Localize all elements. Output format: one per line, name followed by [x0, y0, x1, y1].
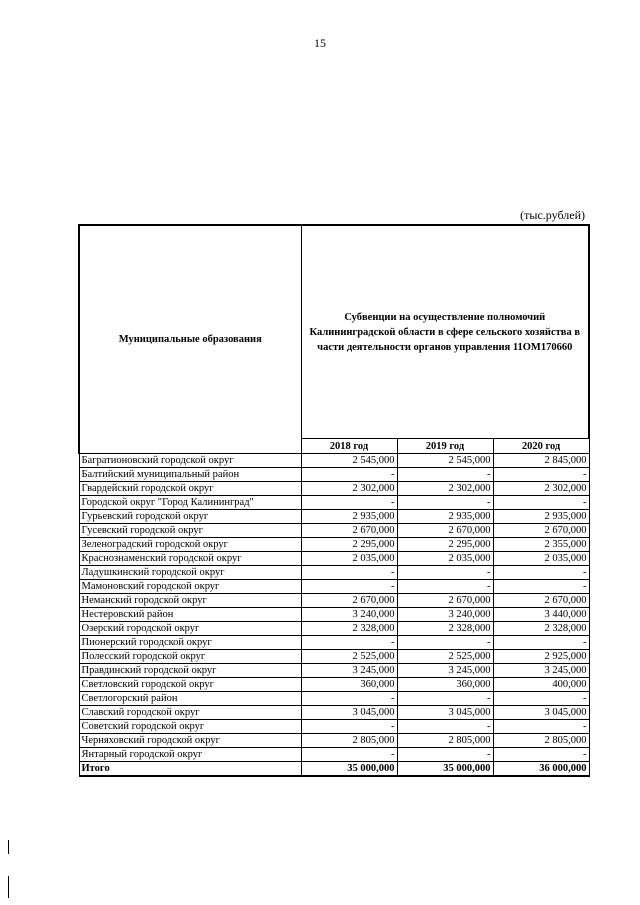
value-2020: - — [493, 692, 589, 706]
value-2019: 3 245,000 — [397, 664, 493, 678]
table-row — [79, 692, 589, 706]
value-2018: 2 328,000 — [301, 622, 397, 636]
row-name: Светлогорский район — [79, 692, 301, 706]
row-name: Зеленоградский городской округ — [79, 538, 301, 552]
value-2020: 3 045,000 — [493, 706, 589, 720]
table-row — [79, 608, 589, 622]
value-2018: 2 545,000 — [301, 454, 397, 468]
table-row — [79, 552, 589, 566]
table-row — [79, 678, 589, 692]
value-2018: 2 805,000 — [301, 734, 397, 748]
row-name: Краснознаменский городской округ — [79, 552, 301, 566]
value-2020: 3 245,000 — [493, 664, 589, 678]
value-2019: - — [397, 636, 493, 650]
total-row — [79, 762, 589, 777]
scan-edge-mark — [8, 840, 9, 854]
value-2018: 2 295,000 — [301, 538, 397, 552]
table-row — [79, 580, 589, 594]
value-2019: 2 525,000 — [397, 650, 493, 664]
value-2020: 2 805,000 — [493, 734, 589, 748]
row-name: Советский городской округ — [79, 720, 301, 734]
value-2019: - — [397, 496, 493, 510]
value-2018: - — [301, 496, 397, 510]
total-2019: 35 000,000 — [397, 762, 493, 777]
value-2018: - — [301, 566, 397, 580]
row-name: Ладушкинский городской округ — [79, 566, 301, 580]
value-2020: 2 302,000 — [493, 482, 589, 496]
value-2019: 2 302,000 — [397, 482, 493, 496]
value-2020: - — [493, 636, 589, 650]
value-2018: - — [301, 720, 397, 734]
header-year-2020: 2020 год — [493, 439, 589, 454]
value-2020: 2 935,000 — [493, 510, 589, 524]
value-2019: 2 670,000 — [397, 524, 493, 538]
value-2018: 360,000 — [301, 678, 397, 692]
row-name: Правдинский городской округ — [79, 664, 301, 678]
table-row — [79, 650, 589, 664]
row-name: Полесский городской округ — [79, 650, 301, 664]
value-2018: 2 035,000 — [301, 552, 397, 566]
row-name: Неманский городской округ — [79, 594, 301, 608]
subvention-table — [78, 224, 590, 777]
value-2019: 2 805,000 — [397, 734, 493, 748]
value-2019: - — [397, 580, 493, 594]
value-2020: 2 355,000 — [493, 538, 589, 552]
value-2020: - — [493, 720, 589, 734]
value-2019: 360,000 — [397, 678, 493, 692]
table-row — [79, 622, 589, 636]
value-2020: - — [493, 496, 589, 510]
table-row — [79, 706, 589, 720]
row-name: Мамоновский городской округ — [79, 580, 301, 594]
value-2018: - — [301, 468, 397, 482]
table-row — [79, 482, 589, 496]
value-2018: - — [301, 636, 397, 650]
header-year-2019: 2019 год — [397, 439, 493, 454]
table-row — [79, 594, 589, 608]
row-name: Гурьевский городской округ — [79, 510, 301, 524]
header-subvention: Субвенции на осуществление полномочий Калининградской области в сфере сельского хозяйства в части деятельности органов управления 11ОМ170660 — [301, 225, 589, 439]
table-row — [79, 734, 589, 748]
value-2019: - — [397, 748, 493, 762]
table-row — [79, 748, 589, 762]
table-row — [79, 524, 589, 538]
row-name: Городской округ "Город Калининград" — [79, 496, 301, 510]
value-2019: 2 670,000 — [397, 594, 493, 608]
value-2020: 2 035,000 — [493, 552, 589, 566]
row-name: Гусевский городской округ — [79, 524, 301, 538]
value-2018: 2 670,000 — [301, 524, 397, 538]
value-2019: 3 045,000 — [397, 706, 493, 720]
value-2018: 2 302,000 — [301, 482, 397, 496]
row-name: Нестеровский район — [79, 608, 301, 622]
table-row — [79, 636, 589, 650]
scan-edge-mark — [8, 876, 9, 898]
value-2018: - — [301, 692, 397, 706]
table-row — [79, 510, 589, 524]
value-2019: - — [397, 468, 493, 482]
value-2020: 2 670,000 — [493, 594, 589, 608]
table-row — [79, 566, 589, 580]
value-2020: - — [493, 748, 589, 762]
value-2019: 2 328,000 — [397, 622, 493, 636]
total-2018: 35 000,000 — [301, 762, 397, 777]
value-2020: 400,000 — [493, 678, 589, 692]
value-2018: 2 525,000 — [301, 650, 397, 664]
value-2019: - — [397, 720, 493, 734]
value-2018: - — [301, 748, 397, 762]
value-2020: - — [493, 468, 589, 482]
value-2019: 2 295,000 — [397, 538, 493, 552]
value-2019: - — [397, 566, 493, 580]
row-name: Озерский городской округ — [79, 622, 301, 636]
value-2018: 2 670,000 — [301, 594, 397, 608]
value-2018: 3 045,000 — [301, 706, 397, 720]
value-2020: 2 845,000 — [493, 454, 589, 468]
value-2020: - — [493, 580, 589, 594]
value-2020: 2 670,000 — [493, 524, 589, 538]
page-number: 15 — [314, 36, 326, 50]
row-name: Янтарный городской округ — [79, 748, 301, 762]
table-row — [79, 538, 589, 552]
row-name: Светловский городской округ — [79, 678, 301, 692]
value-2019: - — [397, 692, 493, 706]
value-2018: - — [301, 580, 397, 594]
table-row — [79, 496, 589, 510]
row-name: Пионерский городской округ — [79, 636, 301, 650]
table-row — [79, 468, 589, 482]
row-name: Багратионовский городской округ — [79, 454, 301, 468]
value-2019: 2 545,000 — [397, 454, 493, 468]
value-2020: 2 328,000 — [493, 622, 589, 636]
value-2018: 3 240,000 — [301, 608, 397, 622]
table-row — [79, 454, 589, 468]
table-row — [79, 720, 589, 734]
total-2020: 36 000,000 — [493, 762, 589, 777]
value-2019: 2 035,000 — [397, 552, 493, 566]
row-name: Черняховский городской округ — [79, 734, 301, 748]
row-name: Гвардейский городской округ — [79, 482, 301, 496]
value-2018: 3 245,000 — [301, 664, 397, 678]
header-municipality: Муниципальные образования — [79, 225, 301, 454]
value-2018: 2 935,000 — [301, 510, 397, 524]
row-name: Славский городской округ — [79, 706, 301, 720]
units-label: (тыс.рублей) — [520, 208, 585, 222]
total-label: Итого — [79, 762, 301, 777]
value-2020: 2 925,000 — [493, 650, 589, 664]
row-name: Балтийский муниципальный район — [79, 468, 301, 482]
value-2020: 3 440,000 — [493, 608, 589, 622]
table-row — [79, 664, 589, 678]
value-2019: 3 240,000 — [397, 608, 493, 622]
value-2020: - — [493, 566, 589, 580]
header-year-2018: 2018 год — [301, 439, 397, 454]
value-2019: 2 935,000 — [397, 510, 493, 524]
